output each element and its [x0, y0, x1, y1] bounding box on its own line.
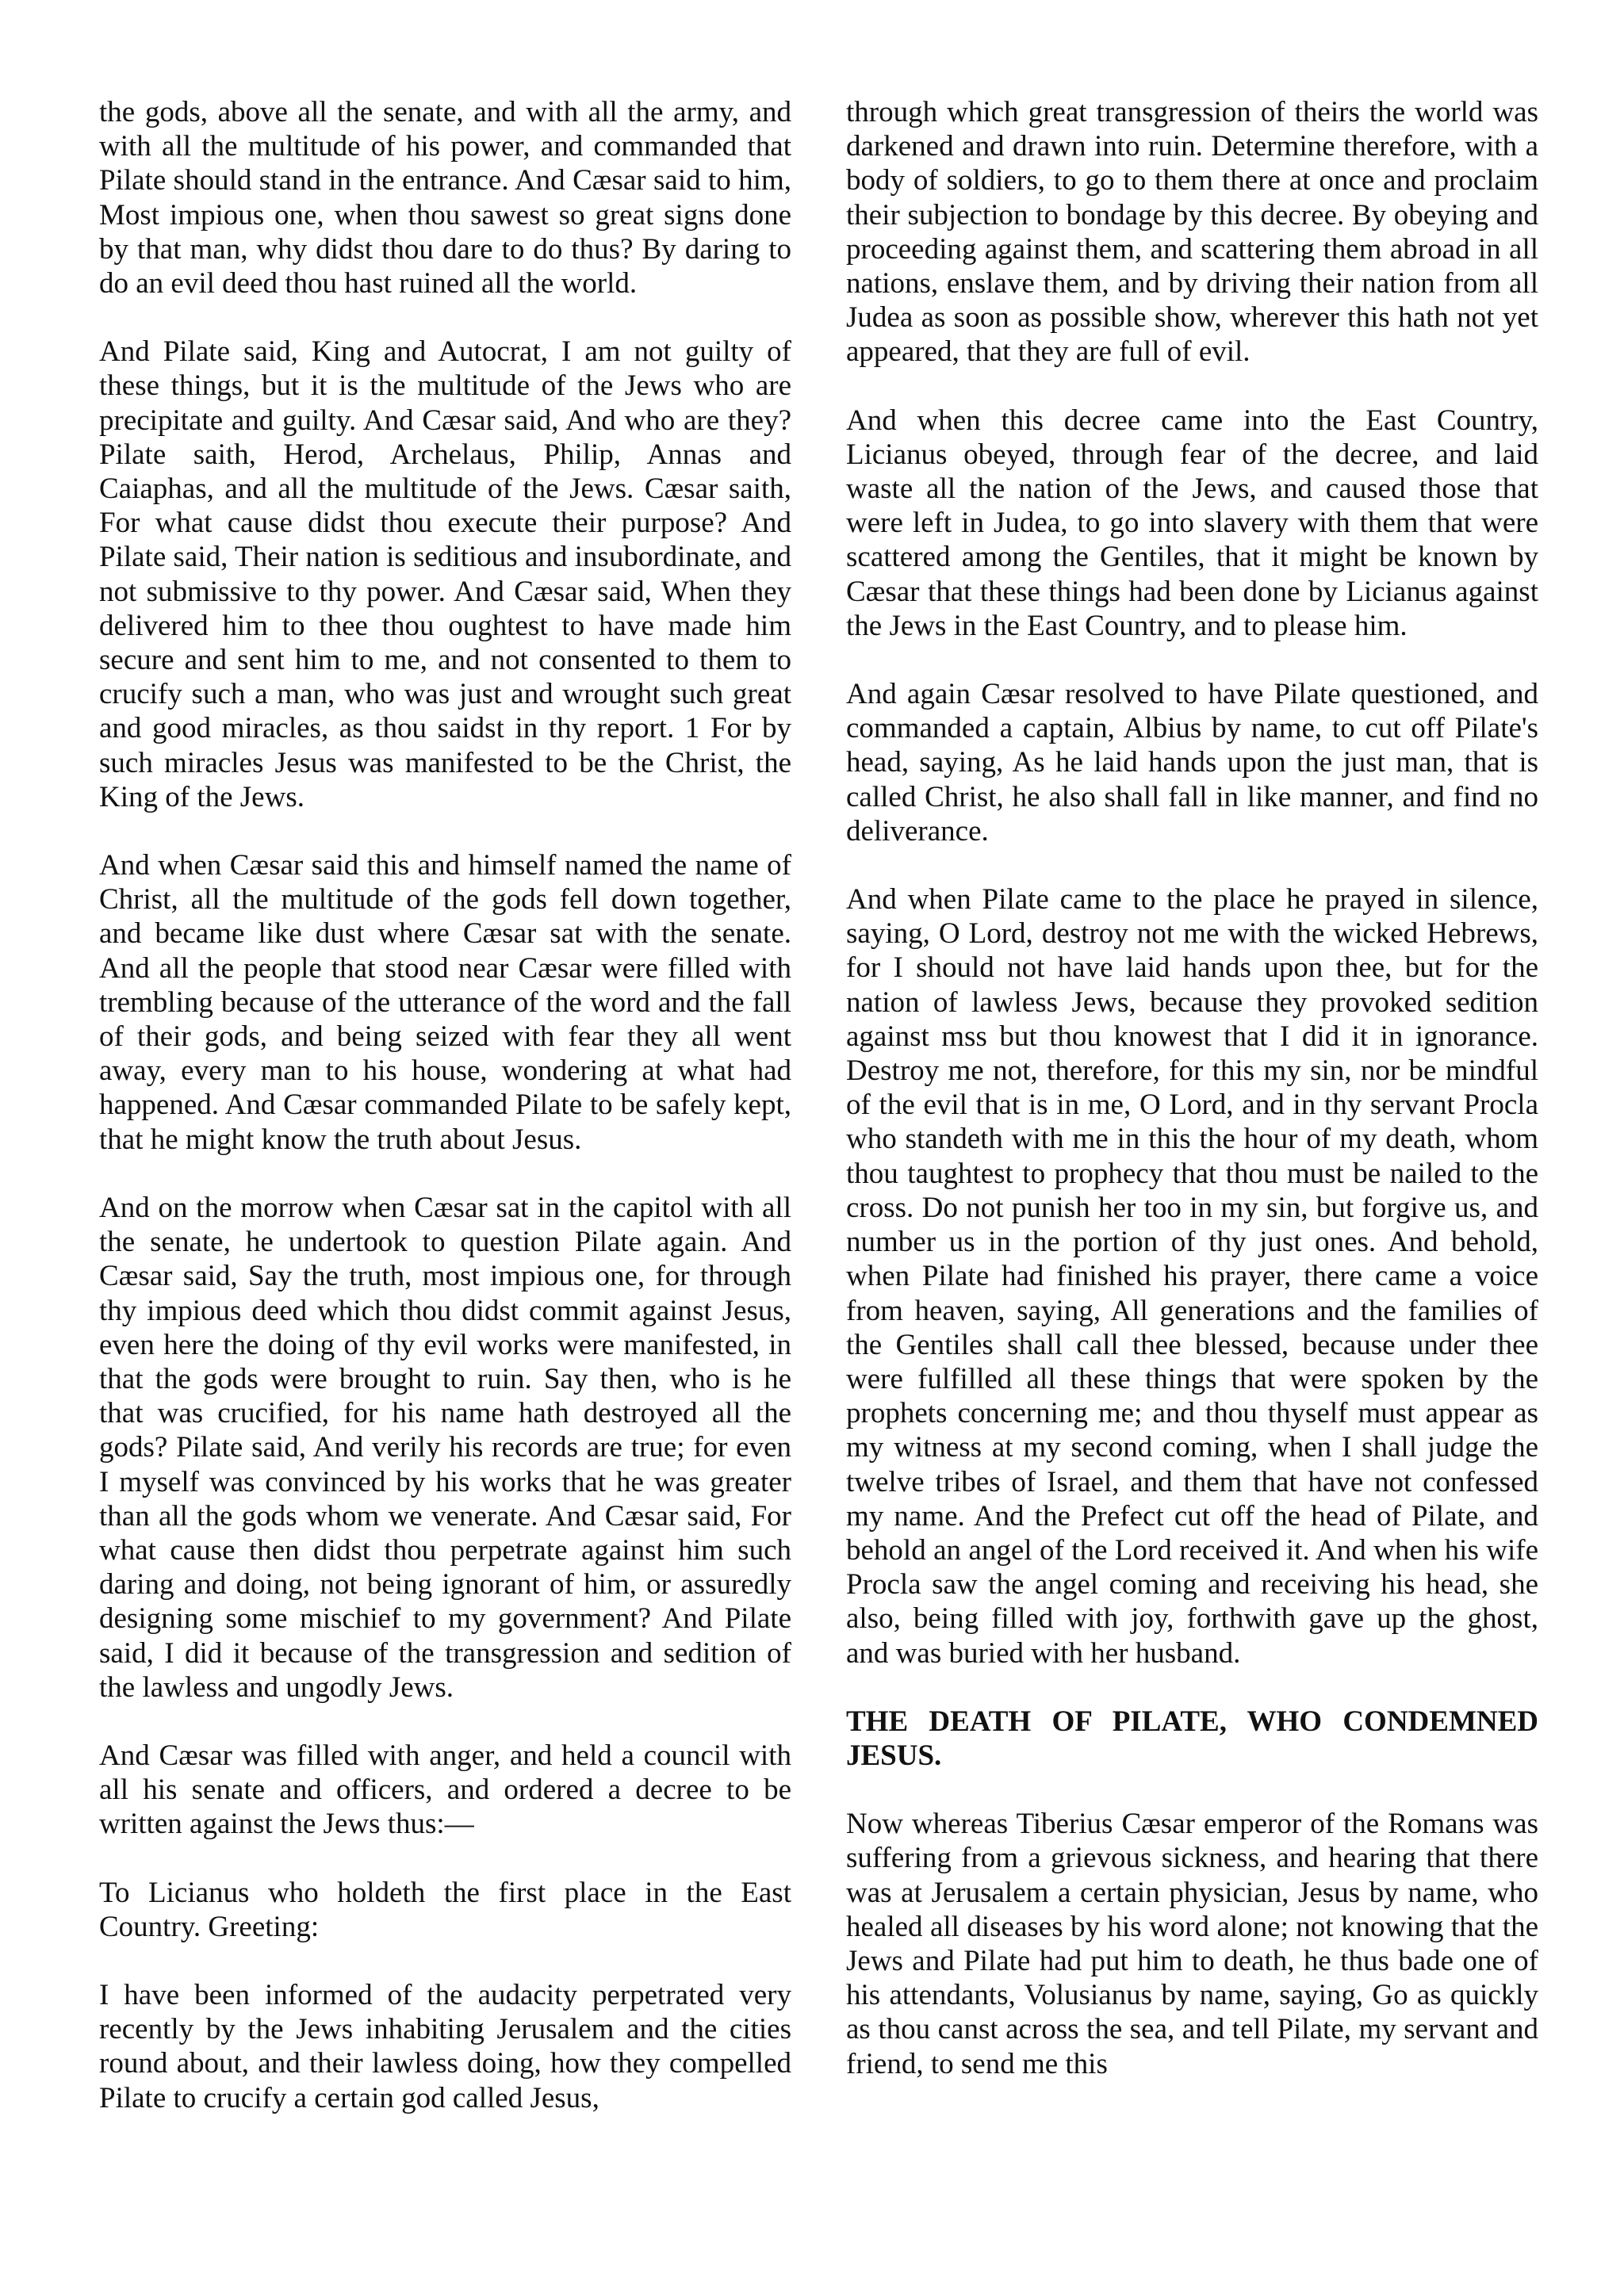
paragraph: And on the morrow when Cæsar sat in the capitol with all the senate, he undertook to question Pilate again. And Cæsar said, Say the truth, most impious one, for through thy impious deed which thou didst commit against Jesus, even here the doing of thy evil works were manifested, in that the gods were brought to ruin. Say then, who is he that was crucified, for his name hath destroyed all the gods? Pilate said, And verily his records are true; for even I myself was convinced by his works that he was greater than all the gods whom we venerate. And Cæsar said, For what cause then didst thou perpetrate against him such daring and doing, not being ignorant of him, or assuredly designing some mischief to my government? And Pilate said, I did it because of the transgression and sedition of the lawless and ungodly Jews. — [99, 1191, 791, 1704]
paragraph: And Pilate said, King and Autocrat, I am not guilty of these things, but it is the multitude of the Jews who are precipitate and guilty. And Cæsar said, And who are they? Pilate saith, Herod, Archelaus, Philip, Annas and Caiaphas, and all the multitude of the Jews. Cæsar saith, For what cause didst thou execute their purpose? And Pilate said, Their nation is seditious and insubordinate, and not submissive to thy power. And Cæsar said, When they delivered him to thee thou oughtest to have made him secure and sent him to me, and not consented to them to crucify such a man, who was just and wrought such great and good miracles, as thou saidst in thy report. 1 For by such miracles Jesus was manifested to be the Christ, the King of the Jews. — [99, 335, 791, 813]
left-column — [99, 95, 791, 2115]
paragraph: through which great transgression of theirs the world was darkened and drawn into ruin. Determine therefore, with a body of soldiers, to go to them there at once and proclaim their subjection to bondage by this decree. By obeying and proceeding against them, and scattering them abroad in all nations, enslave them, and by driving their nation from all Judea as soon as possible show, wherever this hath not yet appeared, that they are full of evil. — [846, 96, 1538, 369]
paragraph: Now whereas Tiberius Cæsar emperor of the Romans was suffering from a grievous sickness, and hearing that there was at Jerusalem a certain physician, Jesus by name, who healed all diseases by his word alone; not knowing that the Jews and Pilate had put him to death, he thus bade one of his attendants, Volusianus by name, saying, Go as quickly as thou canst across the sea, and tell Pilate, my servant and friend, to send me this — [846, 1808, 1538, 2080]
paragraph: And when Pilate came to the place he prayed in silence, saying, O Lord, destroy not me with the wicked Hebrews, for I should not have laid hands upon thee, but for the nation of lawless Jews, because they provoked sedition against mss but thou knowest that I did it in ignorance. Destroy me not, therefore, for this my sin, nor be mindful of the evil that is in me, O Lord, and in thy servant Procla who standeth with me in this the hour of my death, whom thou taughtest to prophecy that thou must be nailed to the cross. Do not punish her too in my sin, but forgive us, and number us in the portion of thy just ones. And behold, when Pilate had finished his prayer, there came a voice from heaven, saying, All generations and the families of the Gentiles shall call thee blessed, because under thee were fulfilled all these things that were spoken by the prophets concerning me; and thou thyself must appear as my witness at my second coming, when I shall judge the twelve tribes of Israel, and them that have not confessed my name. And the Prefect cut off the head of Pilate, and behold an angel of the Lord received it. And when his wife Procla saw the angel coming and receiving his head, she also, being filled with joy, forthwith gave up the ghost, and was buried with her husband. — [846, 883, 1538, 1670]
paragraph: And again Cæsar resolved to have Pilate questioned, and commanded a captain, Albius by name, to cut off Pilate's head, saying, As he laid hands upon the just man, that is called Christ, he also shall fall in like manner, and find no deliverance. — [846, 678, 1538, 848]
right-column — [846, 95, 1538, 2081]
paragraph: And Cæsar was filled with anger, and held a council with all his senate and officers, and ordered a decree to be written against the Jews thus:— — [99, 1739, 791, 1841]
paragraph: the gods, above all the senate, and with all the army, and with all the multitude of his power, and commanded that Pilate should stand in the entrance. And Cæsar said to him, Most impious one, when thou sawest so great signs done by that man, why didst thou dare to do thus? By daring to do an evil deed thou hast ruined all the world. — [99, 96, 791, 300]
paragraph: To Licianus who holdeth the first place in the East Country. Greeting: — [99, 1876, 791, 1943]
section-heading: THE DEATH OF PILATE, WHO CONDEMNED JESUS. — [846, 1705, 1538, 1772]
paragraph: And when Cæsar said this and himself named the name of Christ, all the multitude of the gods fell down together, and became like dust where Cæsar sat with the senate. And all the people that stood near Cæsar were filled with trembling because of the utterance of the word and the fall of their gods, and being seized with fear they all went away, every man to his house, wondering at what had happened. And Cæsar commanded Pilate to be safely kept, that he might know the truth about Jesus. — [99, 849, 791, 1156]
paragraph: And when this decree came into the East Country, Licianus obeyed, through fear of the decree, and laid waste all the nation of the Jews, and caused those that were left in Judea, to go into slavery with them that were scattered among the Gentiles, that it might be known by Cæsar that these things had been done by Licianus against the Jews in the East Country, and to please him. — [846, 404, 1538, 642]
paragraph: I have been informed of the audacity perpetrated very recently by the Jews inhabiting Jerusalem and the cities round about, and their lawless doing, how they compelled Pilate to crucify a certain god called Jesus, — [99, 1978, 791, 2114]
